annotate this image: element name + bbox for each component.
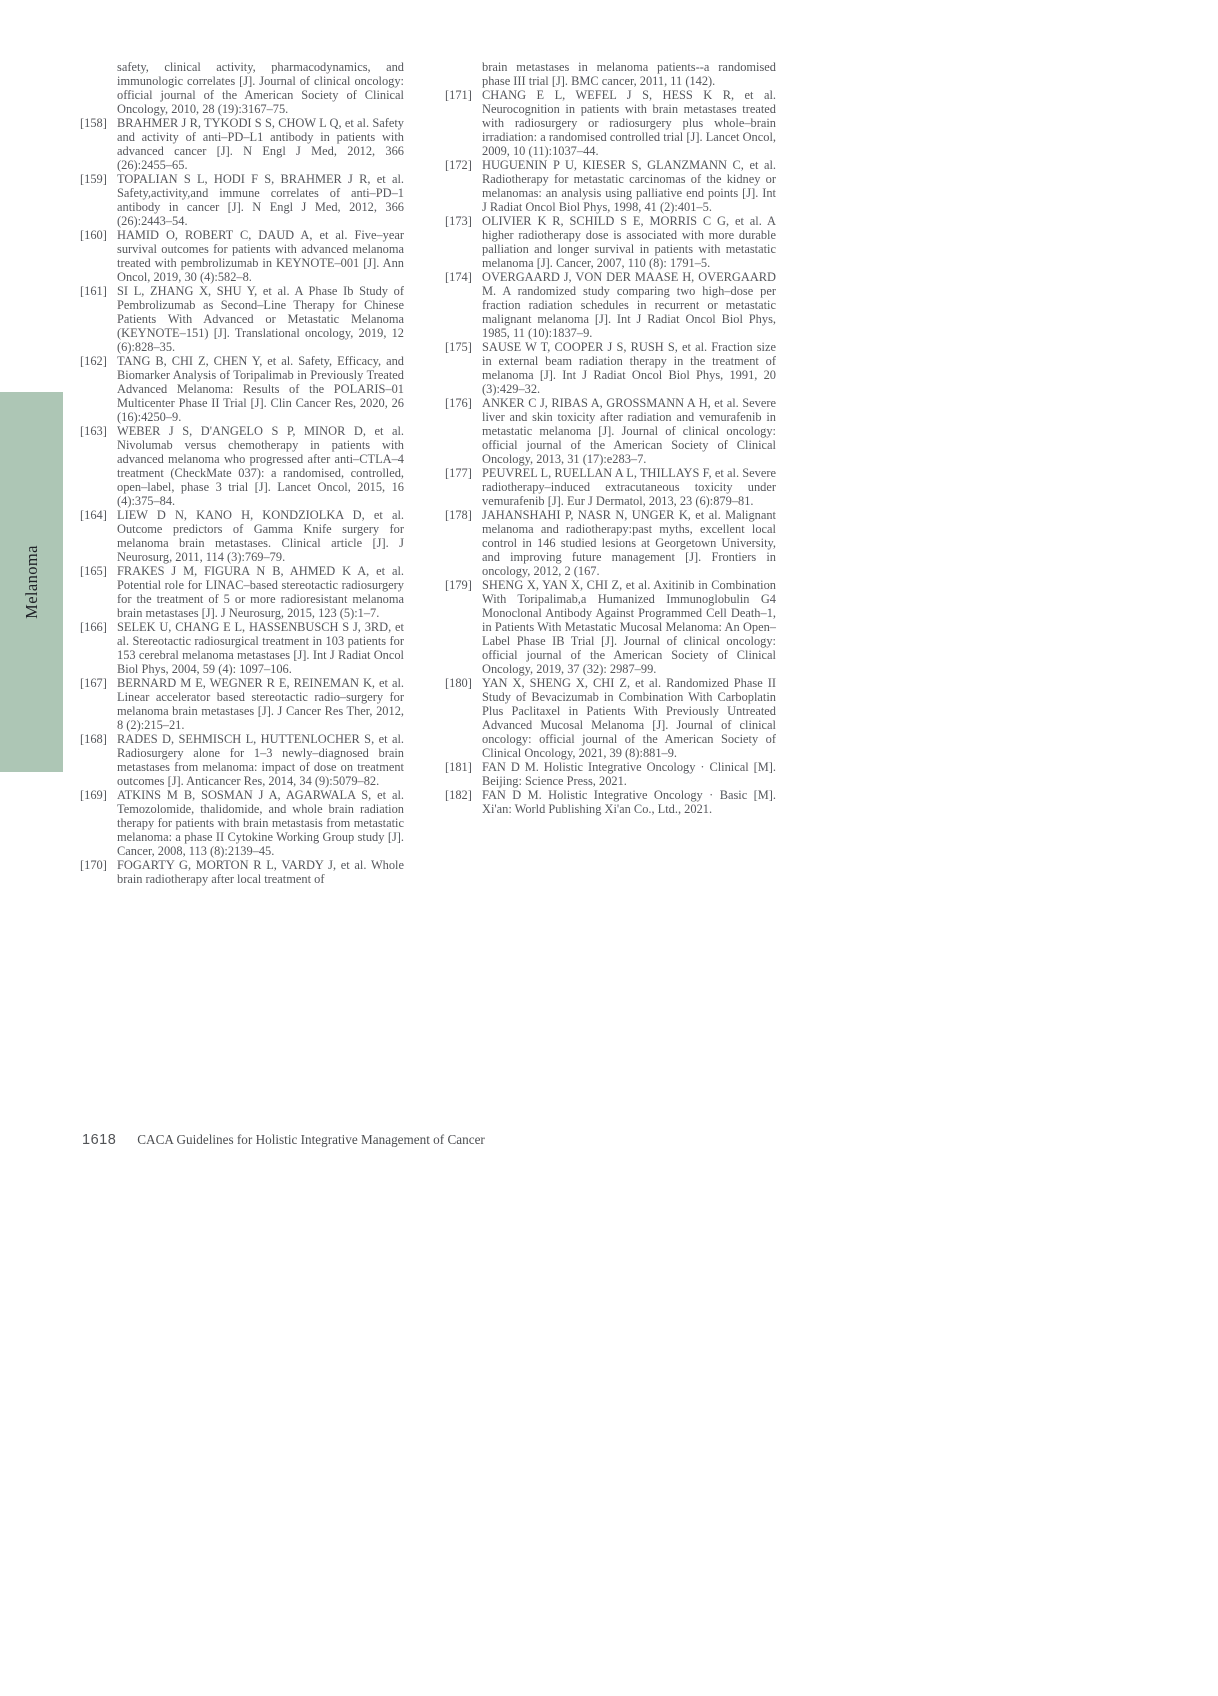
reference-number: [164] [80,508,107,522]
reference-entry [80,424,404,508]
reference-entry [445,270,776,340]
reference-entry [445,760,776,788]
reference-number: [159] [80,172,107,186]
reference-number: [161] [80,284,107,298]
reference-text: YAN X, SHENG X, CHI Z, et al. Randomized Phase II Study of Bevacizumab in Combination With Carboplatin Plus Paclitaxel in Patients With Previously Untreated Advanced Mucosal Melanoma [J]. Journal of clinical oncology: official journal of the American Society of Clinical Oncology, 2021, 39 (8):881–9. [482,676,776,760]
reference-entry [80,172,404,228]
reference-text: WEBER J S, D'ANGELO S P, MINOR D, et al. Nivolumab versus chemotherapy in patients with advanced melanoma who progressed after anti–CTLA–4 treatment (CheckMate 037): a randomised, controlled, open–label, phase 3 trial [J]. Lancet Oncol, 2015, 16 (4):375–84. [117,424,404,508]
reference-text: RADES D, SEHMISCH L, HUTTENLOCHER S, et al. Radiosurgery alone for 1–3 newly–diagnosed brain metastases from melanoma: impact of dose on treatment outcomes [J]. Anticancer Res, 2014, 34 (9):5079–82. [117,732,404,788]
reference-entry [80,228,404,284]
reference-text: SI L, ZHANG X, SHU Y, et al. A Phase Ib Study of Pembrolizumab as Second–Line Therapy for Chinese Patients With Advanced or Metastatic Melanoma (KEYNOTE–151) [J]. Translational oncology, 2019, 12 (6):828–35. [117,284,404,354]
reference-number: [173] [445,214,472,228]
reference-number: [163] [80,424,107,438]
reference-number: [181] [445,760,472,774]
reference-text: PEUVREL L, RUELLAN A L, THILLAYS F, et al. Severe radiotherapy–induced extracutaneous toxicity under vemurafenib [J]. Eur J Dermatol, 2013, 23 (6):879–81. [482,466,776,508]
reference-entry [80,284,404,354]
reference-number: [160] [80,228,107,242]
reference-number: [158] [80,116,107,130]
reference-text: BERNARD M E, WEGNER R E, REINEMAN K, et al. Linear accelerator based stereotactic radio–surgery for melanoma brain metastases [J]. J Cancer Res Ther, 2012, 8 (2):215–21. [117,676,404,732]
reference-text: safety, clinical activity, pharmacodynamics, and immunologic correlates [J]. Journal of clinical oncology: official journal of the American Society of Clinical Oncology, 2010, 28 (19):3167–75. [117,60,404,116]
reference-entry [80,858,404,886]
page-number: 1618 [82,1132,117,1148]
reference-number: [178] [445,508,472,522]
reference-number: [179] [445,578,472,592]
reference-entry [445,60,776,88]
reference-number: [175] [445,340,472,354]
reference-entry [445,88,776,158]
reference-entry [445,158,776,214]
sidebar-tab-label: Melanoma [21,545,41,619]
reference-number: [169] [80,788,107,802]
reference-text: HAMID O, ROBERT C, DAUD A, et al. Five–year survival outcomes for patients with advanced melanoma treated with pembrolizumab in KEYNOTE–001 [J]. Ann Oncol, 2019, 30 (4):582–8. [117,228,404,284]
reference-entry [445,788,776,816]
reference-number: [167] [80,676,107,690]
reference-text: SAUSE W T, COOPER J S, RUSH S, et al. Fraction size in external beam radiation therapy in the treatment of melanoma [J]. Int J Radiat Oncol Biol Phys, 1991, 20 (3):429–32. [482,340,776,396]
reference-entry [80,116,404,172]
references-column-right [445,60,776,816]
reference-text: FAN D M. Holistic Integrative Oncology · Clinical [M]. Beijing: Science Press, 2021. [482,760,776,788]
reference-entry [445,340,776,396]
footer-book-title: CACA Guidelines for Holistic Integrative Management of Cancer [137,1132,485,1147]
sidebar-tab-melanoma [0,392,63,772]
reference-text: FAN D M. Holistic Integrative Oncology · Basic [M]. Xi'an: World Publishing Xi'an Co., Ltd., 2021. [482,788,776,816]
reference-number: [176] [445,396,472,410]
reference-text: SELEK U, CHANG E L, HASSENBUSCH S J, 3RD, et al. Stereotactic radiosurgical treatment in 103 patients for 153 cerebral melanoma metastases [J]. Int J Radiat Oncol Biol Phys, 2004, 59 (4): 1097–106. [117,620,404,676]
reference-entry [80,60,404,116]
reference-entry [445,578,776,676]
reference-text: LIEW D N, KANO H, KONDZIOLKA D, et al. Outcome predictors of Gamma Knife surgery for melanoma brain metastases. Clinical article [J]. J Neurosurg, 2011, 114 (3):769–79. [117,508,404,564]
reference-number: [172] [445,158,472,172]
reference-text: FOGARTY G, MORTON R L, VARDY J, et al. Whole brain radiotherapy after local treatment of [117,858,404,886]
reference-text: SHENG X, YAN X, CHI Z, et al. Axitinib in Combination With Toripalimab,a Humanized Immunoglobulin G4 Monoclonal Antibody Against Programmed Cell Death–1, in Patients With Metastatic Mucosal Melanoma: An Open–Label Phase IB Trial [J]. Journal of clinical oncology: official journal of the American Society of Clinical Oncology, 2019, 37 (32): 2987–99. [482,578,776,676]
reference-text: FRAKES J M, FIGURA N B, AHMED K A, et al. Potential role for LINAC–based stereotactic radiosurgery for the treatment of 5 or more radioresistant melanoma brain metastases [J]. J Neurosurg, 2015, 123 (5):1–7. [117,564,404,620]
reference-number: [174] [445,270,472,284]
reference-number: [170] [80,858,107,872]
reference-text: HUGUENIN P U, KIESER S, GLANZMANN C, et al. Radiotherapy for metastatic carcinomas of the kidney or melanomas: an analysis using palliative end points [J]. Int J Radiat Oncol Biol Phys, 1998, 41 (2):401–5. [482,158,776,214]
reference-entry [80,564,404,620]
reference-entry [80,788,404,858]
reference-number: [180] [445,676,472,690]
reference-entry [80,354,404,424]
reference-text: JAHANSHAHI P, NASR N, UNGER K, et al. Malignant melanoma and radiotherapy:past myths, excellent local control in 146 studied lesions at Georgetown University, and improving future management [J]. Frontiers in oncology, 2012, 2 (167. [482,508,776,578]
reference-entry [80,508,404,564]
reference-entry [445,676,776,760]
reference-text: TOPALIAN S L, HODI F S, BRAHMER J R, et al. Safety,activity,and immune correlates of anti–PD–1 antibody in cancer [J]. N Engl J Med, 2012, 366 (26):2443–54. [117,172,404,228]
page-footer [82,1132,485,1148]
reference-number: [177] [445,466,472,480]
reference-number: [165] [80,564,107,578]
reference-number: [171] [445,88,472,102]
reference-number: [182] [445,788,472,802]
reference-number: [162] [80,354,107,368]
reference-entry [445,214,776,270]
reference-number: [168] [80,732,107,746]
reference-entry [445,466,776,508]
reference-entry [445,508,776,578]
reference-entry [445,396,776,466]
reference-text: TANG B, CHI Z, CHEN Y, et al. Safety, Efficacy, and Biomarker Analysis of Toripalimab in Previously Treated Advanced Melanoma: Results of the POLARIS–01 Multicenter Phase II Trial [J]. Clin Cancer Res, 2020, 26 (16):4250–9. [117,354,404,424]
references-column-left [80,60,404,886]
reference-text: OLIVIER K R, SCHILD S E, MORRIS C G, et al. A higher radiotherapy dose is associated with more durable palliation and longer survival in patients with metastatic melanoma [J]. Cancer, 2007, 110 (8): 1791–5. [482,214,776,270]
reference-text: OVERGAARD J, VON DER MAASE H, OVERGAARD M. A randomized study comparing two high–dose per fraction radiation schedules in recurrent or metastatic malignant melanoma [J]. Int J Radiat Oncol Biol Phys, 1985, 11 (10):1837–9. [482,270,776,340]
reference-entry [80,732,404,788]
reference-entry [80,620,404,676]
reference-entry [80,676,404,732]
reference-text: brain metastases in melanoma patients--a randomised phase III trial [J]. BMC cancer, 2011, 11 (142). [482,60,776,88]
reference-text: BRAHMER J R, TYKODI S S, CHOW L Q, et al. Safety and activity of anti–PD–L1 antibody in patients with advanced cancer [J]. N Engl J Med, 2012, 366 (26):2455–65. [117,116,404,172]
reference-number: [166] [80,620,107,634]
reference-text: ATKINS M B, SOSMAN J A, AGARWALA S, et al. Temozolomide, thalidomide, and whole brain radiation therapy for patients with brain metastasis from metastatic melanoma: a phase II Cytokine Working Group study [J]. Cancer, 2008, 113 (8):2139–45. [117,788,404,858]
reference-text: ANKER C J, RIBAS A, GROSSMANN A H, et al. Severe liver and skin toxicity after radiation and vemurafenib in metastatic melanoma [J]. Journal of clinical oncology: official journal of the American Society of Clinical Oncology, 2013, 31 (17):e283–7. [482,396,776,466]
reference-text: CHANG E L, WEFEL J S, HESS K R, et al. Neurocognition in patients with brain metastases treated with radiosurgery or radiosurgery plus whole–brain irradiation: a randomised controlled trial [J]. Lancet Oncol, 2009, 10 (11):1037–44. [482,88,776,158]
